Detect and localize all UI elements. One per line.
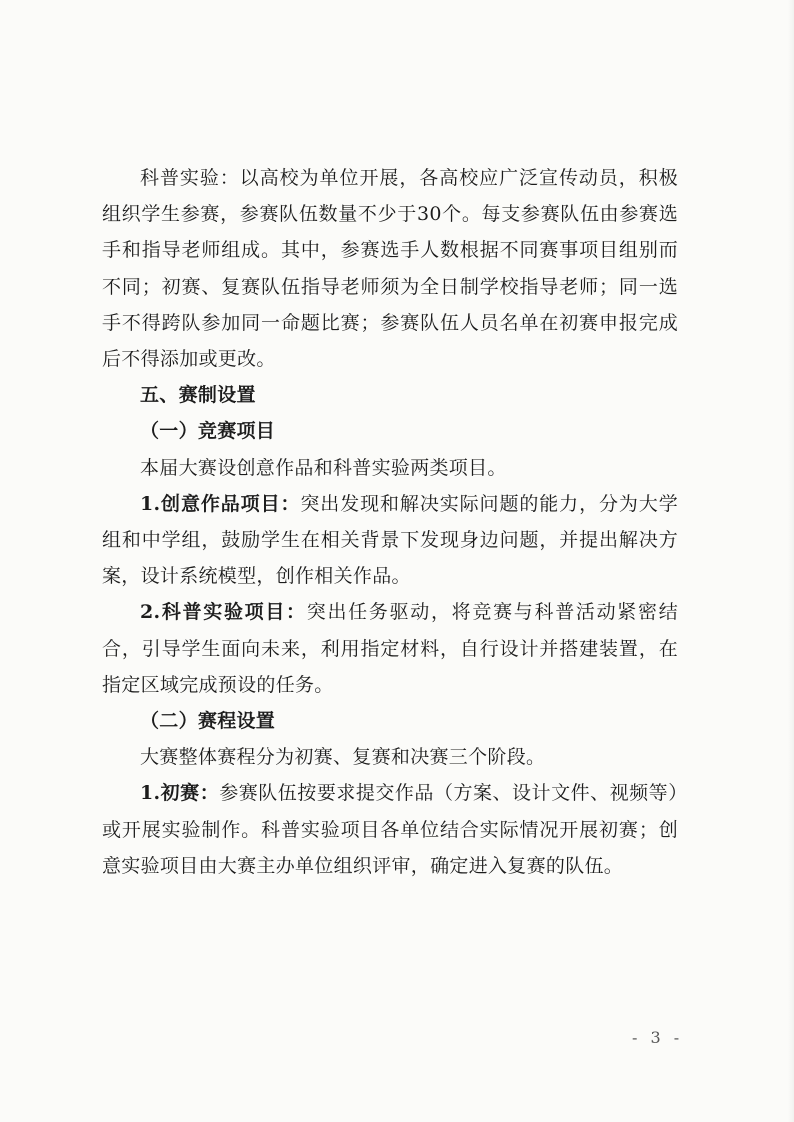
paragraph-schedule-overview: 大赛整体赛程分为初赛、复赛和决赛三个阶段。 xyxy=(140,746,546,769)
paragraph-item-types: 本届大赛设创意作品和科普实验两类项目。 xyxy=(140,456,507,479)
paragraph-science-experiment: 科普实验：以高校为单位开展，各高校应广泛宣传动员，积极组织学生参赛，参赛队伍数量不少于30个。每支参赛队伍由参赛选手和指导老师组成。其中，参赛选手人数根据不同赛事项目组别而不同；初赛、复赛队伍指导老师须为全日制学校指导老师；同一选手不得跨队参加同一命题比赛；参赛队伍人员名单在初赛申报完成后不得添加或更改。 xyxy=(102,167,678,371)
page-edge-shadow xyxy=(788,0,794,1122)
creative-works-lead: 1.创意作品项目： xyxy=(140,492,301,515)
science-items-lead: 2.科普实验项目： xyxy=(140,601,307,624)
subsection-heading-schedule: （二）赛程设置 xyxy=(140,710,276,733)
subsection-heading-competition-items: （一）竞赛项目 xyxy=(140,420,276,443)
paragraph-preliminary-round xyxy=(102,775,678,884)
document-body xyxy=(102,160,678,884)
creative-works-body: 突出发现和解决实际问题的能力，分为大学组和中学组，鼓励学生在相关背景下发现身边问题，并提出解决方案，设计系统模型，创作相关作品。 xyxy=(102,492,678,588)
science-items-body: 突出任务驱动，将竞赛与科普活动紧密结合，引导学生面向未来，利用指定材料，自行设计并搭建装置，在指定区域完成预设的任务。 xyxy=(102,601,678,696)
preliminary-round-body: 参赛队伍按要求提交作品（方案、设计文件、视频等）或开展实验制作。科普实验项目各单位结合实际情况开展初赛；创意实验项目由大赛主办单位组织评审，确定进入复赛的队伍。 xyxy=(102,782,678,877)
preliminary-round-lead: 1.初赛： xyxy=(140,782,220,805)
page-number: - 3 - xyxy=(632,1028,684,1047)
section-heading-competition-setup: 五、赛制设置 xyxy=(140,384,256,407)
paragraph-creative-works xyxy=(102,486,678,595)
paragraph-science-items xyxy=(102,594,678,703)
